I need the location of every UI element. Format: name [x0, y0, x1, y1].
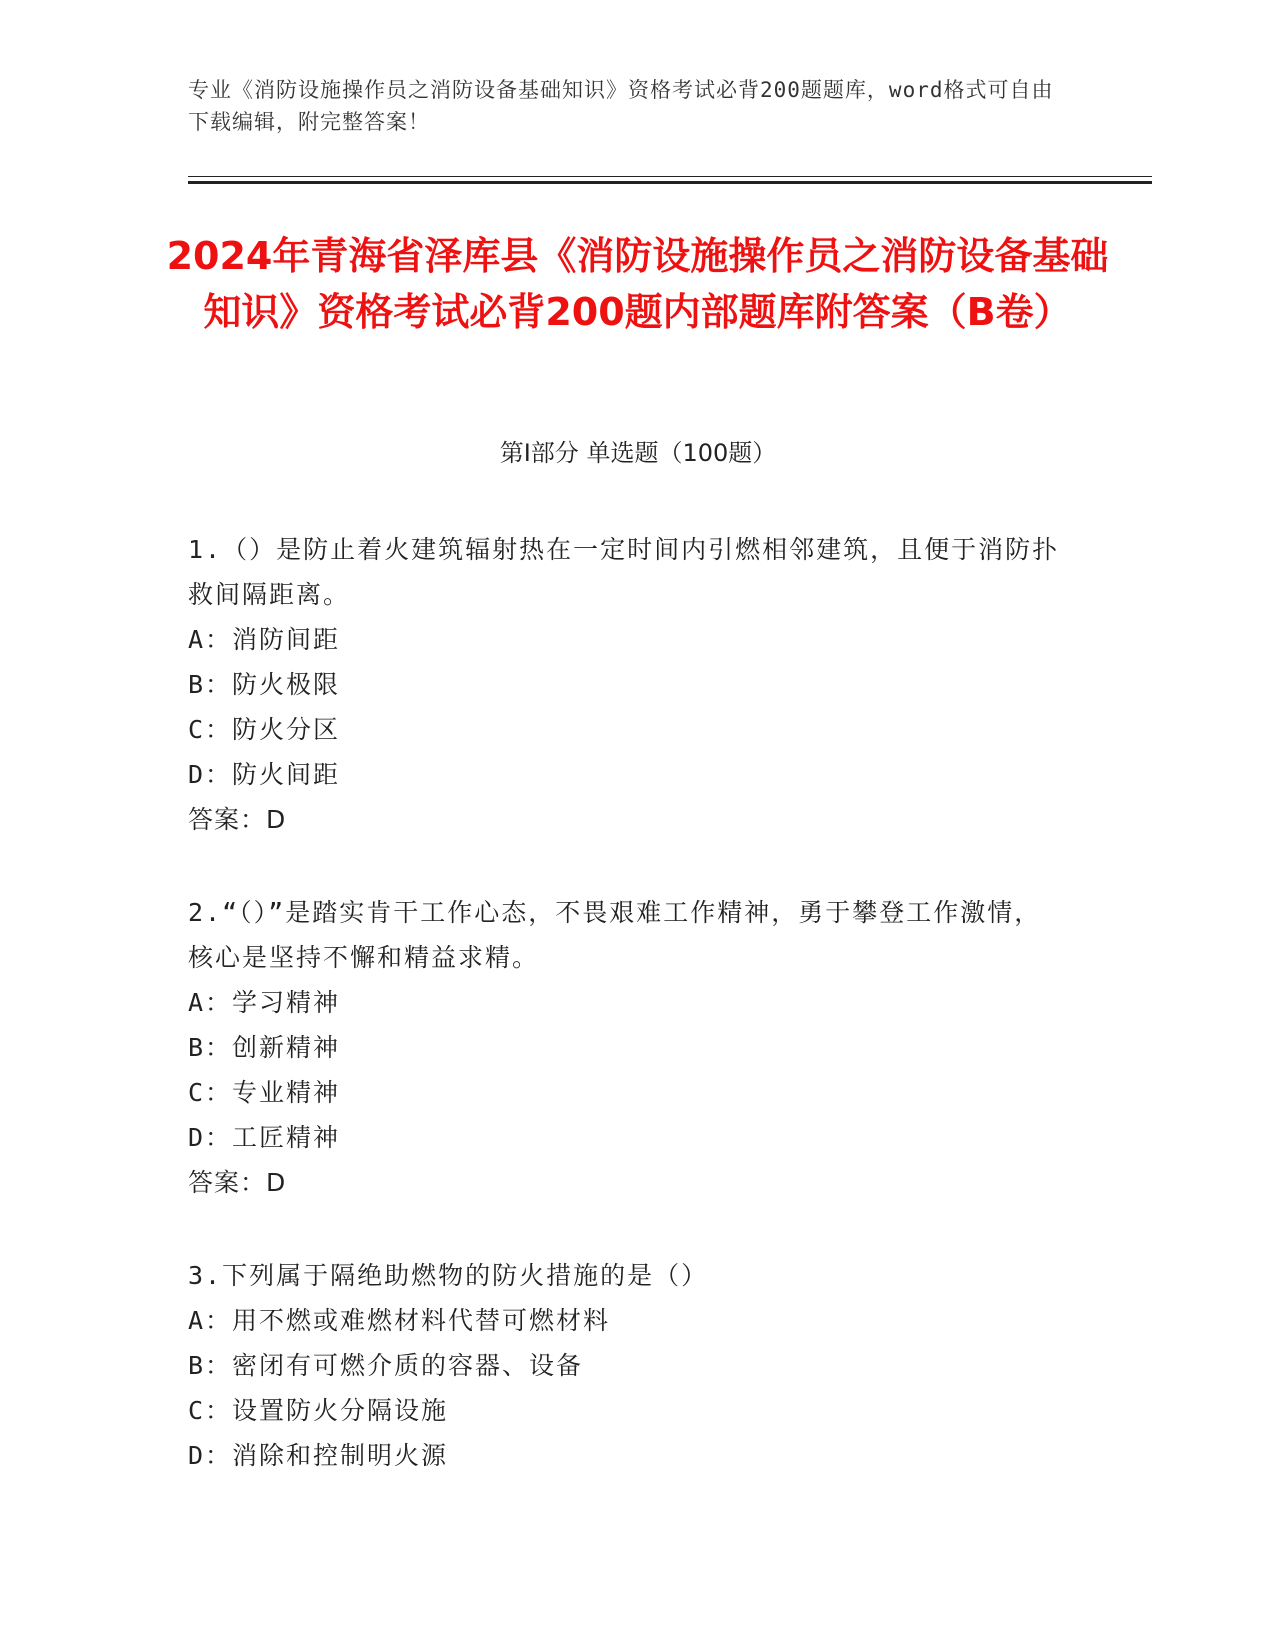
option-c: C：防火分区	[188, 715, 341, 744]
document-title: 2024年青海省泽库县《消防设施操作员之消防设备基础知识》资格考试必背200题内部题库附答案（B卷）	[166, 234, 1109, 334]
option-d: D：防火间距	[188, 760, 341, 789]
option-d: D：工匠精神	[188, 1123, 341, 1152]
header-note: 专业《消防设施操作员之消防设备基础知识》资格考试必背200题题库，word格式可自由下载编辑，附完整答案！	[188, 78, 1054, 134]
option-b: B：防火极限	[188, 670, 341, 699]
question-stem: 1.（）是防止着火建筑辐射热在一定时间内引燃相邻建筑，且便于消防扑救间隔距离。	[188, 535, 1060, 609]
option-c: C：专业精神	[188, 1078, 341, 1107]
option-a: A：消防间距	[188, 625, 341, 654]
question-2	[188, 890, 1068, 1205]
answer-line: 答案：D	[188, 805, 287, 834]
question-3	[188, 1253, 1068, 1478]
option-a: A：学习精神	[188, 988, 341, 1017]
question-1	[188, 527, 1068, 842]
option-b: B：密闭有可燃介质的容器、设备	[188, 1351, 584, 1380]
header-divider-thick	[188, 181, 1152, 184]
option-b: B：创新精神	[188, 1033, 341, 1062]
option-c: C：设置防火分隔设施	[188, 1396, 449, 1425]
option-a: A：用不燃或难燃材料代替可燃材料	[188, 1306, 611, 1335]
question-stem: 2.“（）”是踏实肯干工作心态，不畏艰难工作精神，勇于攀登工作激情，核心是坚持不懈和精益求精。	[188, 898, 1042, 972]
question-stem: 3.下列属于隔绝助燃物的防火措施的是（）	[188, 1261, 709, 1290]
header-divider-thin	[188, 176, 1152, 177]
section-title: 第I部分 单选题（100题）	[499, 439, 777, 467]
option-d: D：消除和控制明火源	[188, 1441, 449, 1470]
answer-line: 答案：D	[188, 1168, 287, 1197]
